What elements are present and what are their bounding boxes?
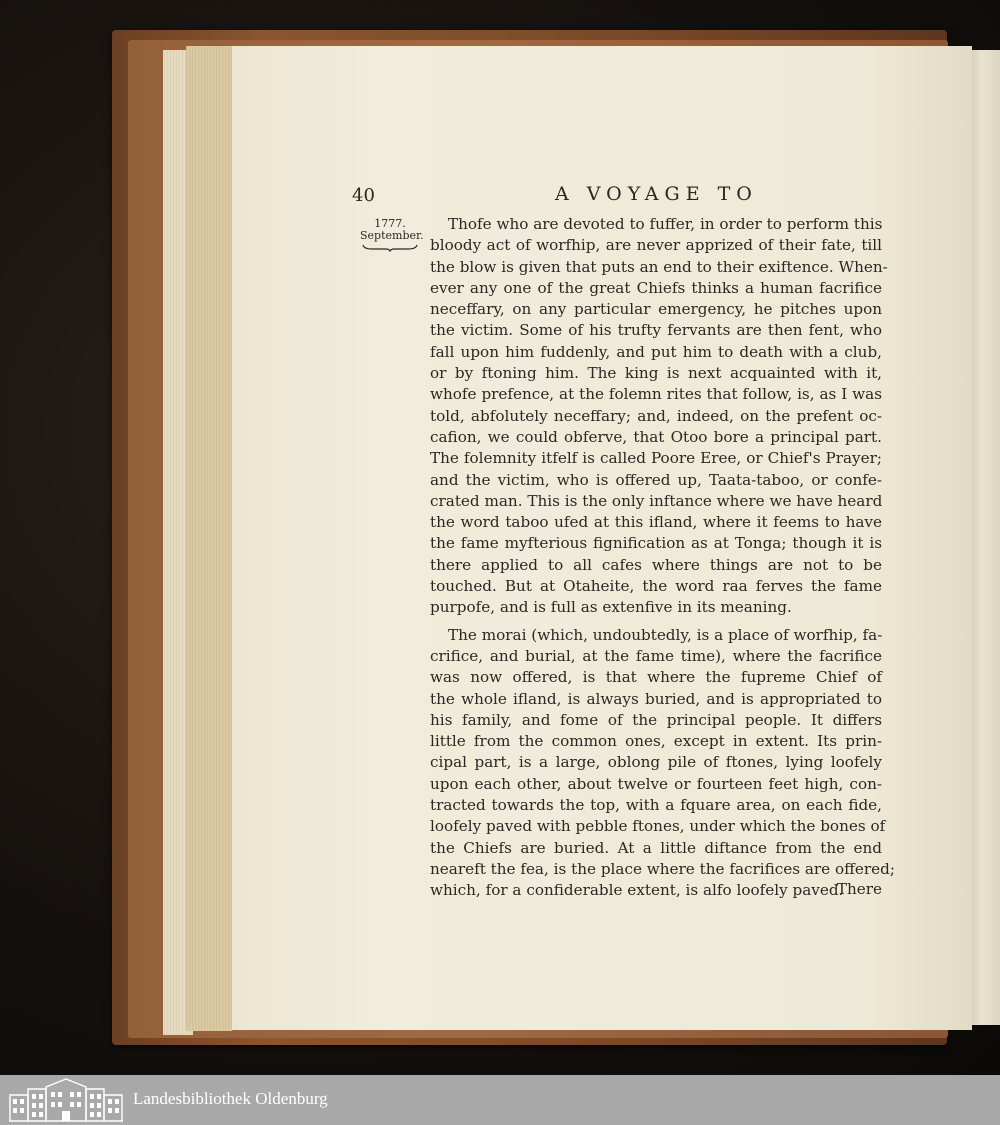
text-line: neceffary, on any particular emergency, he pitches upon [430, 300, 882, 319]
body-text [430, 214, 896, 902]
text-line: crifice, and burial, at the fame time), where the facrifice [430, 646, 882, 665]
text-line: Thofe who are devoted to fuffer, in order to perform this [448, 215, 883, 233]
text-line: which, for a confiderable extent, is alfo loofely paved. [430, 881, 844, 900]
paragraph [430, 214, 888, 619]
library-building-logo-icon [8, 1077, 124, 1123]
text-line: neareft the fea, is the place where the facrifices are offered; [430, 859, 896, 878]
text-line: loofely paved with pebble ftones, under which the bones of [430, 817, 886, 836]
text-line: there applied to all cafes where things are not to be [430, 555, 882, 574]
catchword: There [836, 880, 882, 898]
footer-bar [0, 1075, 1000, 1125]
text-line: his family, and fome of the principal people. It differs [430, 710, 882, 729]
next-page-edge [968, 50, 1000, 1025]
margin-brace-icon [362, 244, 418, 252]
text-line: cafion, we could obferve, that Otoo bore a principal part. [430, 427, 882, 446]
running-head: A VOYAGE TO [555, 183, 758, 205]
text-line: told, abfolutely neceffary; and, indeed, on the prefent oc- [430, 406, 882, 425]
text-line: whofe prefence, at the folemn rites that follow, is, as I was [430, 385, 882, 404]
paragraph [430, 625, 896, 902]
text-line: The folemnity itfelf is called Poore Eree, or Chief's Prayer; [430, 449, 882, 468]
text-line: little from the common ones, except in extent. Its prin- [430, 732, 882, 751]
text-line: fall upon him fuddenly, and put him to death with a club, [430, 342, 882, 361]
text-line: The morai (which, undoubtedly, is a place of worfhip, fa- [448, 625, 883, 644]
margin-month: September. [360, 229, 424, 242]
text-line: the word taboo ufed at this ifland, where it feems to have [430, 513, 882, 532]
page-edges [186, 46, 233, 1031]
text-line: ever any one of the great Chiefs thinks a human facrifice [430, 278, 882, 297]
margin-date-note [360, 217, 424, 252]
text-line: or by ftoning him. The king is next acquainted with it, [430, 364, 882, 383]
text-line: was now offered, is that where the fupreme Chief of [430, 668, 882, 687]
text-line: the fame myfterious fignification as at Tonga; though it is [430, 534, 882, 553]
text-line: tracted towards the top, with a fquare area, on each fide, [430, 796, 882, 815]
text-line: the victim. Some of his trufty fervants are then fent, who [430, 321, 882, 340]
text-line: the Chiefs are buried. At a little diftance from the end [430, 838, 882, 857]
text-line: purpofe, and is full as extenfive in its meaning. [430, 598, 792, 617]
text-line: touched. But at Otaheite, the word raa ferves the fame [430, 577, 882, 596]
text-line: upon each other, about twelve or fourteen feet high, con- [430, 774, 882, 793]
text-line: the blow is given that puts an end to their exiftence. When- [430, 257, 888, 276]
library-name: Landesbibliothek Oldenburg [133, 1089, 328, 1108]
page-number: 40 [352, 185, 375, 206]
text-line: and the victim, who is offered up, Taata-taboo, or confe- [430, 470, 882, 489]
text-line: crated man. This is the only inftance where we have heard [430, 491, 883, 510]
margin-year: 1777. [374, 217, 406, 230]
text-line: cipal part, is a large, oblong pile of ftones, lying loofely [430, 753, 882, 772]
text-line: bloody act of worfhip, are never apprized of their fate, till [430, 236, 882, 255]
text-line: the whole ifland, is always buried, and is appropriated to [430, 689, 882, 708]
